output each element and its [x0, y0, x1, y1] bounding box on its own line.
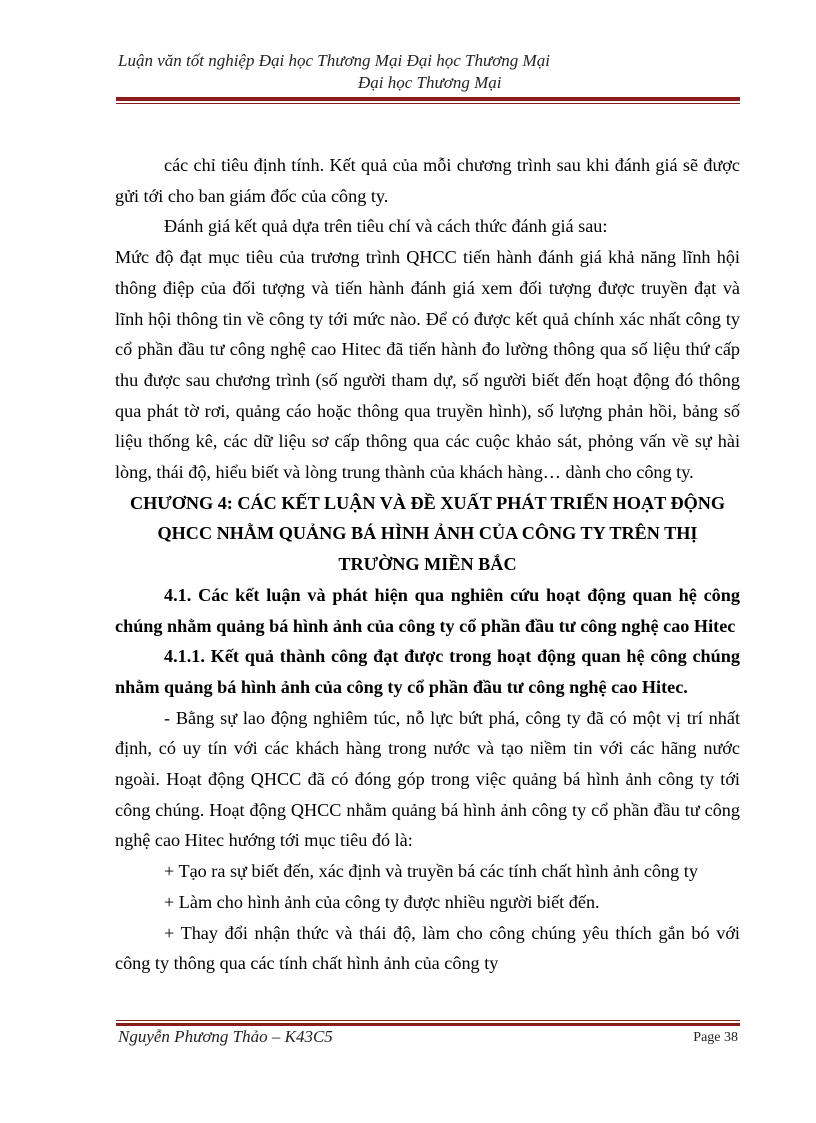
bullet-1: + Tạo ra sự biết đến, xác định và truyền bá các tính chất hình ảnh công ty	[164, 861, 698, 882]
footer-rule-thick	[116, 1023, 740, 1026]
section-heading-4-1: 4.1. Các kết luận và phát hiện qua nghiên cứu hoạt động quan hệ công chúng nhằm quảng bá hình ảnh của công ty cổ phần đầu tư công nghệ cao Hitec	[115, 584, 740, 636]
bullet-3: + Thay đổi nhận thức và thái độ, làm cho công chúng yêu thích gắn bó với công ty thông qua các tính chất hình ảnh của công ty	[115, 922, 740, 974]
page-header	[118, 50, 740, 94]
bullet-2: + Làm cho hình ảnh của công ty được nhiều người biết đến.	[164, 891, 600, 912]
paragraph-2: Đánh giá kết quả dựa trên tiêu chí và cách thức đánh giá sau:	[164, 216, 608, 237]
document-body	[115, 150, 740, 979]
paragraph-4: - Bằng sự lao động nghiêm túc, nỗ lực bứt phá, công ty đã có một vị trí nhất định, có uy tín với các khách hàng trong nước và tạo niềm tin với các hãng nước ngoài. Hoạt động QHCC đã có đóng góp trong việc quảng bá hình ảnh công ty tới công chúng. Hoạt động QHCC nhằm quảng bá hình ảnh công ty cổ phần đầu tư công nghệ cao Hitec hướng tới mục tiêu đó là:	[115, 707, 740, 851]
footer-author: Nguyễn Phương Thảo – K43C5	[118, 1027, 333, 1046]
chapter-heading: CHƯƠNG 4: CÁC KẾT LUẬN VÀ ĐỀ XUẤT PHÁT TRIỂN HOẠT ĐỘNG QHCC NHẰM QUẢNG BÁ HÌNH ẢNH CỦA CÔNG TY TRÊN THỊ TRƯỜNG MIỀN BẮC	[129, 492, 726, 575]
header-rule-thin	[116, 103, 740, 104]
section-heading-4-1-1: 4.1.1. Kết quả thành công đạt được trong hoạt động quan hệ công chúng nhằm quảng bá hình ảnh của công ty cổ phần đầu tư công nghệ cao Hitec.	[115, 646, 740, 697]
paragraph-3: Mức độ đạt mục tiêu của trương trình QHCC tiến hành đánh giá khả năng lĩnh hội thông điệp của đối tượng và tiến hành đánh giá xem đối tượng được truyền đạt và lĩnh hội thông tin về công ty tới mức nào. Để có được kết quả chính xác nhất công ty cổ phần đầu tư công nghệ cao Hitec đã tiến hành đo lường thông qua số liệu thứ cấp thu được sau chương trình (số người tham dự, số người biết đến hoạt động đó thông qua phát tờ rơi, quảng cáo hoặc thông qua truyền hình), số lượng phản hồi, bảng số liệu thống kê, các dữ liệu sơ cấp thông qua các cuộc khảo sát, phỏng vấn về sự hài lòng, thái độ, hiểu biết và lòng trung thành của khách hàng… dành cho công ty.	[115, 247, 740, 483]
footer-page-number: Page 38	[693, 1030, 738, 1045]
header-line-2: Đại học Thương Mại	[358, 73, 502, 92]
footer-rule-thin	[116, 1020, 740, 1021]
paragraph-1: các chỉ tiêu định tính. Kết quả của mỗi chương trình sau khi đánh giá sẽ được gửi tới cho ban giám đốc của công ty.	[115, 155, 740, 206]
header-rule-thick	[116, 97, 740, 101]
header-line-1: Luận văn tốt nghiệp Đại học Thương Mại Đại học Thương Mại	[118, 51, 550, 70]
